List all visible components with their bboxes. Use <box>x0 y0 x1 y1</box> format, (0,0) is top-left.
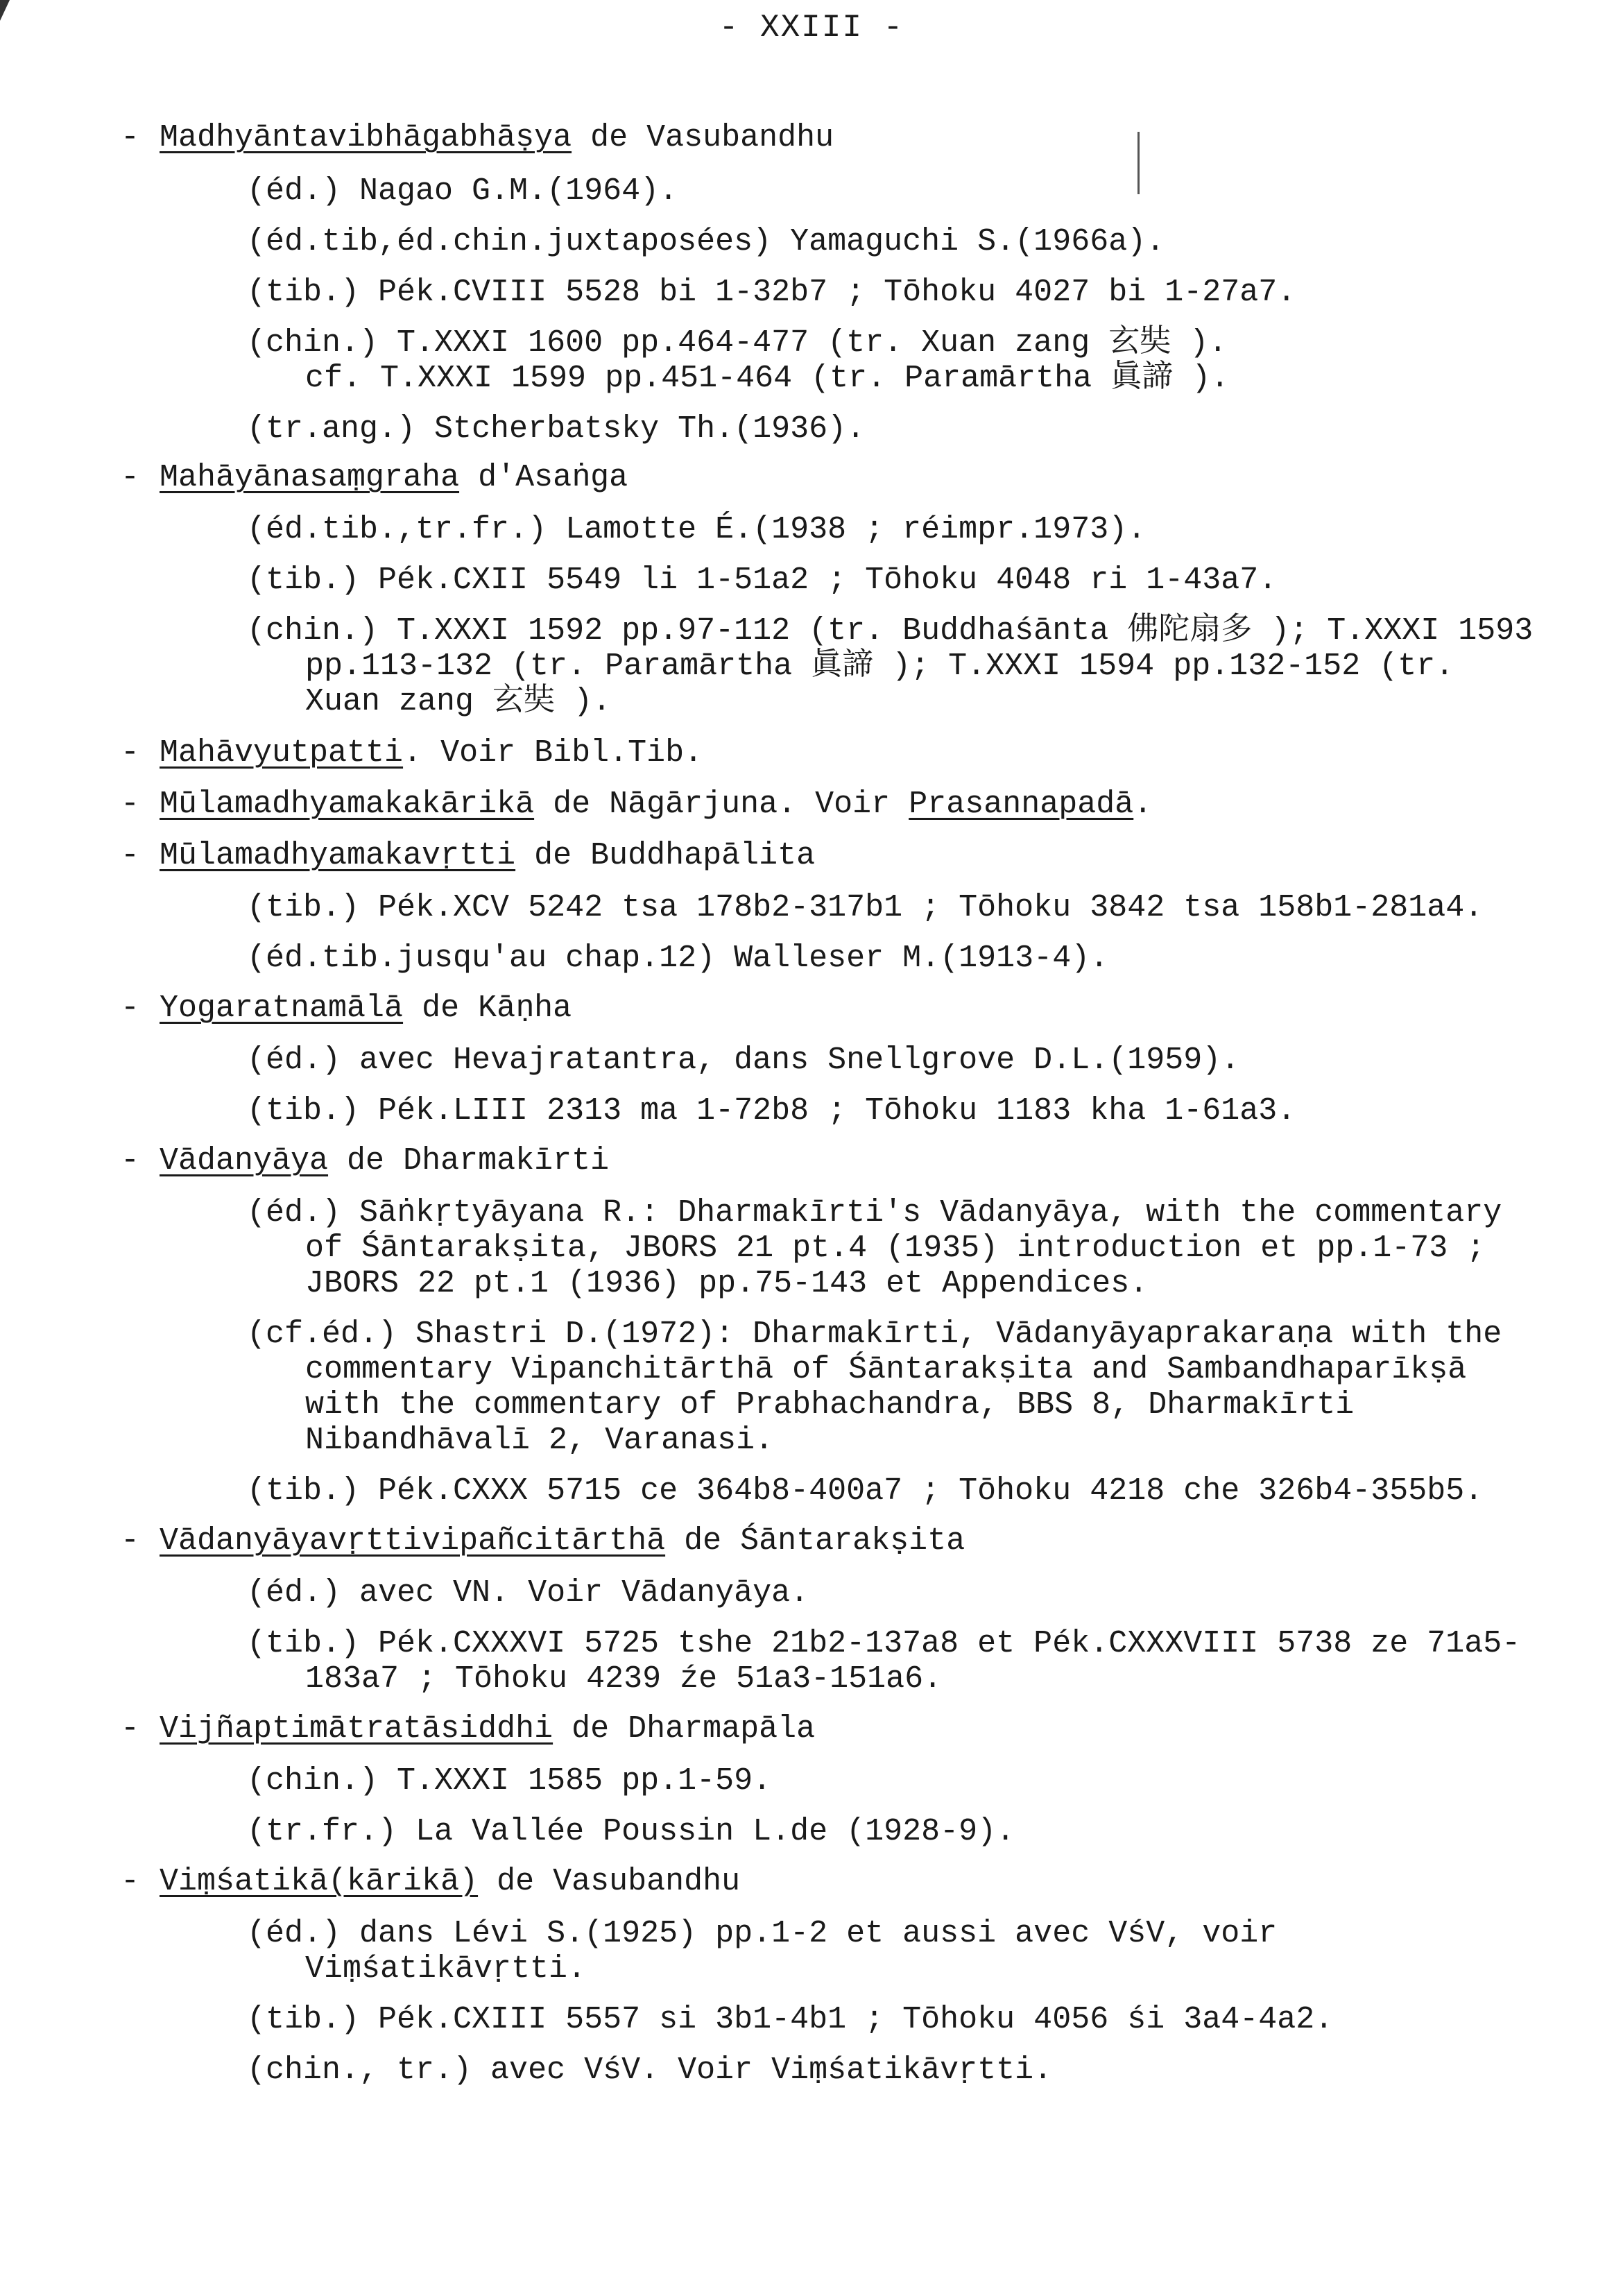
entry-vimsatika <box>0 1863 1623 2088</box>
entry-mulamadhyamakakarika <box>0 786 1623 823</box>
entry-author: de Buddhapālita <box>515 838 816 873</box>
entry-heading <box>121 990 1623 1027</box>
entry-line: (cf.éd.) Shastri D.(1972): Dharmakīrti, Vādanyāyaprakaraṇa with the commentary Vipanchitārthā of Śāntarakṣita and Sambandhaparīkṣā with the commentary of Prabhachandra, BBS 8, Dharmakīrti Nibandhāvalī 2, Varanasi. <box>247 1317 1521 1458</box>
entry-title: Yogaratnamālā <box>160 991 404 1026</box>
entry-line: (chin., tr.) avec VśV. Voir Viṃśatikāvṛtti. <box>247 2053 1053 2088</box>
entry-mahavyutpatti <box>0 735 1623 772</box>
entry-heading <box>121 1142 1623 1180</box>
entry-yogaratnamala <box>0 990 1623 1129</box>
entry-reference: Prasannapadā <box>909 787 1134 822</box>
entry-author: de Vasubandhu <box>572 120 834 155</box>
entry-line: (éd.tib.jusqu'au chap.12) Walleser M.(1913-4). <box>247 941 1109 976</box>
entry-line: (tr.ang.) Stcherbatsky Th.(1936). <box>247 411 866 447</box>
entry-dash: - <box>121 735 140 771</box>
entry-author: de Vasubandhu <box>478 1864 741 1899</box>
entry-line: (chin.) T.XXXI 1585 pp.1-59. <box>247 1763 772 1799</box>
entry-author: d'Asaṅga <box>459 460 628 495</box>
entry-dash: - <box>121 120 140 155</box>
entry-dash: - <box>121 787 140 822</box>
entry-title: Viṃśatikā(kārikā) <box>160 1864 479 1899</box>
entry-heading <box>121 1523 1623 1560</box>
entry-line: (éd.tib.,tr.fr.) Lamotte É.(1938 ; réimpr.1973). <box>247 512 1147 547</box>
entry-author: . Voir Bibl.Tib. <box>403 735 703 771</box>
entry-line: (chin.) T.XXXI 1592 pp.97-112 (tr. Buddhaśānta 佛陀扇多 ); T.XXXI 1593 pp.113-132 (tr. Paramārtha 眞諦 ); T.XXXI 1594 pp.132-152 (tr. Xuan zang 玄奘 ). <box>247 613 1552 719</box>
entry-title: Vijñaptimātratāsiddhi <box>160 1711 553 1747</box>
entry-line: (tib.) Pék.XCV 5242 tsa 178b2-317b1 ; Tōhoku 3842 tsa 158b1-281a4. <box>247 890 1484 925</box>
entry-heading <box>121 786 1623 823</box>
bibliography-list <box>0 119 1623 2088</box>
entry-title: Mahāvyutpatti <box>160 735 404 771</box>
entry-vadanyaya <box>0 1142 1623 1509</box>
entry-line: (éd.) dans Lévi S.(1925) pp.1-2 et aussi avec VśV, voir Viṃśatikāvṛtti. <box>247 1916 1296 1987</box>
entry-line: (tib.) Pék.LIII 2313 ma 1-72b8 ; Tōhoku 1183 kha 1-61a3. <box>247 1093 1296 1129</box>
entry-author: de Dharmapāla <box>553 1711 816 1747</box>
entry-heading <box>121 119 1623 157</box>
entry-dash: - <box>121 838 140 873</box>
page-number: - XXIII - <box>719 10 904 46</box>
entry-dash: - <box>121 1523 140 1559</box>
entry-title: Vādanyāyavṛttivipañcitārthā <box>160 1523 666 1559</box>
entry-vadanyayavrttivipancitartha <box>0 1523 1623 1697</box>
entry-title: Mahāyānasaṃgraha <box>160 460 460 495</box>
entry-heading <box>121 1863 1623 1901</box>
entry-line: (éd.) avec Hevajratantra, dans Snellgrove D.L.(1959). <box>247 1043 1240 1078</box>
entry-dash: - <box>121 1143 140 1179</box>
entry-line: (tib.) Pék.CVIII 5528 bi 1-32b7 ; Tōhoku 4027 bi 1-27a7. <box>247 275 1296 310</box>
entry-line: (tib.) Pék.CXXX 5715 ce 364b8-400a7 ; Tōhoku 4218 che 326b4-355b5. <box>247 1473 1484 1509</box>
entry-title: Vādanyāya <box>160 1143 329 1179</box>
entry-dash: - <box>121 1711 140 1747</box>
entry-heading <box>121 735 1623 772</box>
entry-dash: - <box>121 991 140 1026</box>
entry-dash: - <box>121 460 140 495</box>
entry-line: (tib.) Pék.CXII 5549 li 1-51a2 ; Tōhoku 4048 ri 1-43a7. <box>247 563 1278 598</box>
entry-heading <box>121 459 1623 497</box>
entry-line: (éd.) Sāṅkṛtyāyana R.: Dharmakīrti's Vādanyāya, with the commentary of Śāntarakṣita, JBORS 21 pt.4 (1935) introduction et pp.1-73 ; JBORS 22 pt.1 (1936) pp.75-143 et Appendices. <box>247 1195 1521 1301</box>
entry-line: (éd.) Nagao G.M.(1964). <box>247 173 678 209</box>
entry-line: (tr.fr.) La Vallée Poussin L.de (1928-9). <box>247 1814 1015 1849</box>
entry-punct: . <box>1133 787 1153 822</box>
entry-vijnaptimatratasiddhi <box>0 1711 1623 1849</box>
entry-title: Mūlamadhyamakavṛtti <box>160 838 516 873</box>
entry-title: Madhyāntavibhāgabhāṣya <box>160 120 572 155</box>
entry-author: de Nāgārjuna. Voir <box>534 787 909 822</box>
entry-title: Mūlamadhyamakakārikā <box>160 787 535 822</box>
entry-line: (éd.tib,éd.chin.juxtaposées) Yamaguchi S.(1966a). <box>247 224 1165 259</box>
entry-line: (chin.) T.XXXI 1600 pp.464-477 (tr. Xuan zang 玄奘 ). cf. T.XXXI 1599 pp.451-464 (tr. Paramārtha 眞諦 ). <box>247 325 1230 396</box>
entry-heading <box>121 1711 1623 1748</box>
entry-author: de Śāntarakṣita <box>665 1523 965 1559</box>
entry-line: (tib.) Pék.CXXXVI 5725 tshe 21b2-137a8 et Pék.CXXXVIII 5738 ze 71a5-183a7 ; Tōhoku 4239 źe 51a3-151a6. <box>247 1626 1521 1697</box>
entry-heading <box>121 837 1623 875</box>
entry-line: (tib.) Pék.CXIII 5557 si 3b1-4b1 ; Tōhoku 4056 śi 3a4-4a2. <box>247 2002 1334 2037</box>
entry-mahayanasamgraha <box>0 459 1623 719</box>
entry-author: de Dharmakīrti <box>328 1143 610 1179</box>
entry-mulamadhyamakavrtti <box>0 837 1623 976</box>
entry-author: de Kāṇha <box>403 991 572 1026</box>
entry-line: (éd.) avec VN. Voir Vādanyāya. <box>247 1575 809 1611</box>
entry-dash: - <box>121 1864 140 1899</box>
entry-madhyantavibhagabhasya <box>0 119 1623 447</box>
